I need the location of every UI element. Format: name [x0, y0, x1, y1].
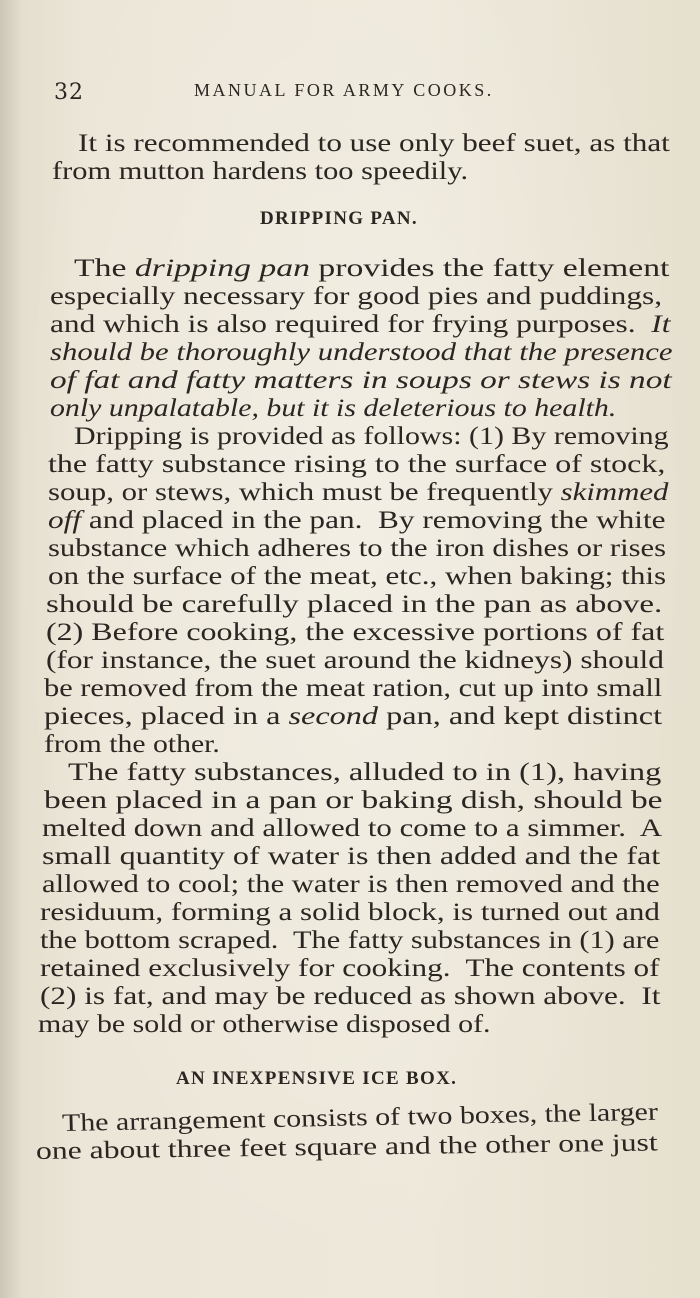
text-line [68, 759, 661, 787]
text-line [50, 339, 672, 367]
text-run: should be carefully placed in the pan as above. [46, 591, 663, 618]
text-line [42, 843, 660, 871]
text-line [40, 955, 660, 983]
text-run: from the other. [44, 731, 220, 758]
italic-run: should be thoroughly understood that the presence [50, 339, 673, 366]
text-run: The [74, 255, 135, 282]
text-line [50, 367, 672, 395]
text-line [46, 619, 664, 647]
text-line [42, 815, 662, 843]
text-run: and placed in the pan. By removing the white [81, 507, 666, 534]
text-line [48, 507, 666, 535]
text-run: on the surface of the meat, etc., when baking; this [48, 563, 667, 590]
text-line [40, 927, 659, 955]
text-line [48, 479, 668, 507]
text-run: melted down and allowed to come to a simmer. A [42, 815, 663, 842]
text-run: (for instance, the suet around the kidneys) should [46, 647, 664, 674]
text-line [50, 311, 670, 339]
text-run: The arrangement consists of two boxes, the larger [61, 1098, 659, 1137]
text-run: from mutton hardens too speedily. [52, 158, 469, 185]
page-number: 32 [54, 80, 84, 105]
text-run: been placed in a pan or baking dish, should be [44, 787, 663, 814]
text-line [38, 1011, 490, 1039]
italic-run: only unpalatable, but it is deleterious to health. [50, 395, 617, 422]
text-line [44, 787, 663, 815]
text-run: especially necessary for good pies and puddings, [50, 283, 663, 310]
text-line [44, 675, 662, 703]
italic-run: It [651, 311, 671, 338]
italic-run: dripping pan [134, 255, 310, 282]
text-line [44, 703, 662, 731]
text-line [74, 423, 669, 451]
text-line [46, 647, 664, 675]
text-line [44, 731, 220, 759]
text-run: It is recommended to use only beef suet, as that [78, 130, 670, 157]
text-line [40, 899, 660, 927]
section-heading-ice-box: AN INEXPENSIVE ICE BOX. [176, 1068, 458, 1089]
text-line [52, 158, 468, 186]
text-line [74, 255, 669, 283]
italic-run: off [48, 507, 82, 534]
text-run: pan, and kept distinct [378, 703, 663, 730]
text-run: Dripping is provided as follows: (1) By removing [74, 423, 669, 450]
text-line [42, 871, 660, 899]
text-run: substance which adheres to the iron dishes or rises [48, 535, 667, 562]
text-line [50, 283, 662, 311]
text-run: and which is also required for frying purposes. [50, 311, 652, 338]
text-run: residuum, forming a solid block, is turned out and [40, 899, 660, 926]
text-run: (2) is fat, and may be reduced as shown above. It [40, 983, 661, 1010]
text-run: soup, or stews, which must be frequently [48, 479, 561, 506]
text-run: provides the fatty element [309, 255, 670, 282]
text-run: The fatty substances, alluded to in (1), having [68, 759, 662, 786]
text-run: the fatty substance rising to the surface of stock, [48, 451, 666, 478]
text-run: (2) Before cooking, the excessive portions of fat [46, 619, 665, 646]
text-run: pieces, placed in a [44, 703, 289, 730]
text-line [48, 535, 666, 563]
section-heading-dripping-pan: DRIPPING PAN. [260, 208, 418, 229]
text-run: small quantity of water is then added and the fat [42, 843, 661, 870]
text-line [78, 130, 670, 158]
running-head: MANUAL FOR ARMY COOKS. [194, 80, 494, 100]
page-header [54, 74, 654, 108]
text-run: the bottom scraped. The fatty substances in (1) are [40, 927, 660, 954]
italic-run: skimmed [560, 479, 669, 506]
italic-run: of fat and fatty matters in soups or stews is not [50, 367, 672, 394]
text-line [50, 395, 616, 423]
text-line [48, 451, 665, 479]
text-line [46, 591, 662, 619]
italic-run: second [288, 703, 379, 730]
text-run: may be sold or otherwise disposed of. [38, 1011, 491, 1038]
text-line [40, 983, 660, 1011]
text-run: allowed to cool; the water is then removed and the [42, 871, 660, 898]
text-run: be removed from the meat ration, cut up into small [44, 675, 663, 702]
text-line [48, 563, 666, 591]
text-run: one about three feet square and the other one just [35, 1129, 658, 1165]
text-run: retained exclusively for cooking. The contents of [40, 955, 660, 982]
